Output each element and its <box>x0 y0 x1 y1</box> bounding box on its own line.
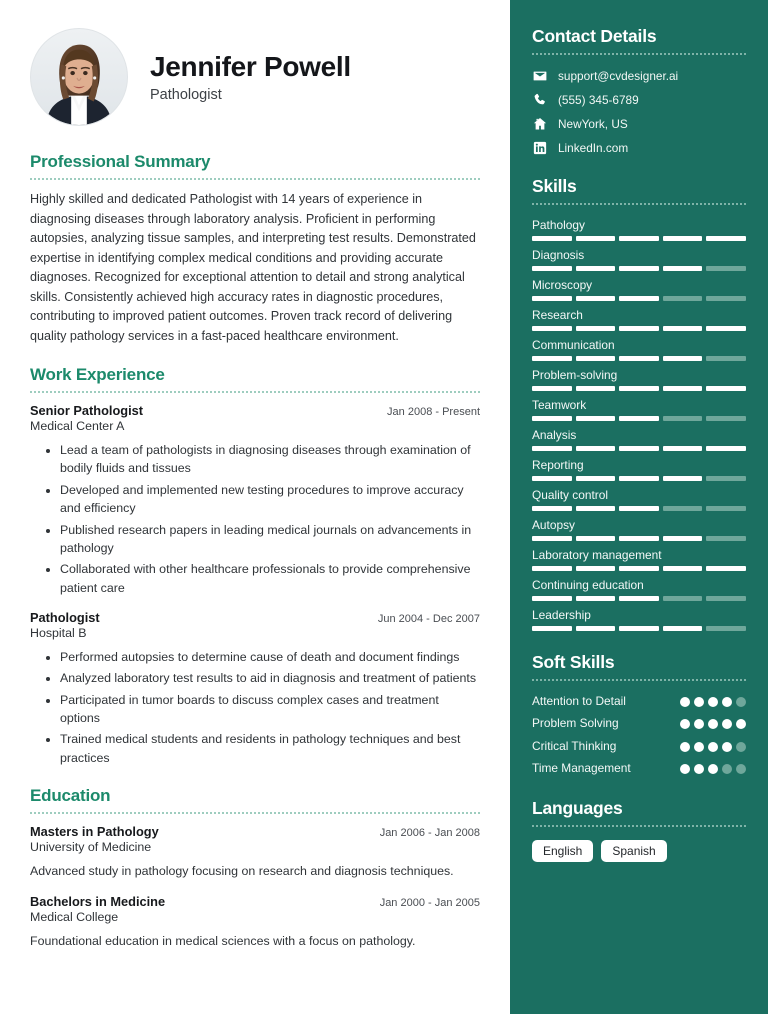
skill-level-segment <box>619 356 659 361</box>
skill-level-segment <box>706 476 746 481</box>
work-date-range: Jun 2004 - Dec 2007 <box>377 613 480 625</box>
section-divider <box>532 203 746 205</box>
work-bullet-list <box>30 648 480 767</box>
skill-level-segment <box>619 596 659 601</box>
skill-name: Pathology <box>532 218 585 232</box>
work-entry <box>30 403 480 597</box>
skill-level-segment <box>532 326 572 331</box>
skill-level-segment <box>663 386 703 391</box>
work-date-range: Jan 2008 - Present <box>387 406 480 419</box>
soft-skill-row <box>532 761 746 776</box>
skill-level-segment <box>706 416 746 421</box>
rating-dot <box>736 764 746 774</box>
education-degree: Masters in Pathology <box>30 824 159 840</box>
section-divider <box>30 391 480 393</box>
name-block <box>150 51 351 103</box>
skill-level-segment <box>576 446 616 451</box>
skill-level-segment <box>706 566 746 571</box>
list-item: • Analyzed laboratory test results to aid in diagnosis and treatment of patients <box>60 669 480 687</box>
rating-dot <box>694 742 704 752</box>
skill-row <box>532 308 746 331</box>
skill-level-segment <box>576 506 616 511</box>
section-skills <box>532 176 746 631</box>
rating-dot <box>694 719 704 729</box>
skill-level-segment <box>706 536 746 541</box>
soft-skill-row <box>532 716 746 731</box>
section-heading: Contact Details <box>532 26 657 46</box>
rating-dot <box>736 742 746 752</box>
contact-item[interactable] <box>532 92 746 107</box>
skill-level-bar <box>532 386 746 391</box>
list-item: • Trained medical students and residents in pathology techniques and best practices <box>60 730 480 767</box>
rating-dot <box>694 764 704 774</box>
soft-skill-row <box>532 694 746 709</box>
list-item: • Performed autopsies to determine cause of death and document findings <box>60 648 480 666</box>
contact-list <box>532 68 746 155</box>
work-organization: Hospital B <box>30 626 87 640</box>
section-education <box>30 786 480 950</box>
soft-skill-name: Problem Solving <box>532 716 619 731</box>
skill-level-segment <box>576 596 616 601</box>
rating-dot <box>736 697 746 707</box>
skill-level-segment <box>576 386 616 391</box>
skill-level-segment <box>619 626 659 631</box>
education-school: Medical College <box>30 909 119 924</box>
skill-name: Quality control <box>532 488 609 502</box>
skill-level-segment <box>532 626 572 631</box>
skill-name: Communication <box>532 338 615 352</box>
skill-level-segment <box>532 536 572 541</box>
skill-level-segment <box>532 266 572 271</box>
rating-dot <box>722 742 732 752</box>
skill-level-segment <box>663 236 703 241</box>
skill-row <box>532 488 746 511</box>
skill-level-bar <box>532 416 746 421</box>
skill-level-segment <box>576 626 616 631</box>
skill-row <box>532 428 746 451</box>
education-degree: Bachelors in Medicine <box>30 893 166 909</box>
list-item: • Published research papers in leading medical journals on advancements in pathology <box>60 521 480 558</box>
skill-level-segment <box>619 386 659 391</box>
skill-level-segment <box>532 386 572 391</box>
skill-level-segment <box>663 326 703 331</box>
work-role: Pathologist <box>30 610 100 625</box>
skill-level-segment <box>576 236 616 241</box>
skill-level-segment <box>706 266 746 271</box>
skill-level-segment <box>532 416 572 421</box>
skill-name: Problem-solving <box>532 368 618 382</box>
contact-value: support@cvdesigner.ai <box>558 68 679 83</box>
skill-level-bar <box>532 236 746 241</box>
soft-skill-rating <box>680 719 746 729</box>
soft-skill-name: Attention to Detail <box>532 694 626 708</box>
skill-level-segment <box>706 626 746 631</box>
skill-level-segment <box>706 386 746 391</box>
contact-value: NewYork, US <box>558 116 628 131</box>
skill-level-segment <box>706 236 746 241</box>
linkedin-icon <box>532 140 547 155</box>
contact-item[interactable] <box>532 140 746 155</box>
rating-dot <box>680 697 690 707</box>
work-role: Senior Pathologist <box>30 403 144 419</box>
resume-header <box>30 28 480 126</box>
skill-level-segment <box>532 566 572 571</box>
section-work-experience <box>30 365 480 767</box>
skill-level-segment <box>663 416 703 421</box>
skill-level-segment <box>706 596 746 601</box>
soft-skill-name: Critical Thinking <box>532 738 617 753</box>
skill-level-segment <box>706 446 746 451</box>
section-languages <box>532 798 746 862</box>
section-contact-details <box>532 26 746 155</box>
list-item: • Collaborated with other healthcare professionals to provide comprehensive patient care <box>60 560 480 597</box>
list-item: • Developed and implemented new testing procedures to improve accuracy and efficiency <box>60 481 480 518</box>
section-heading: Professional Summary <box>30 152 211 171</box>
skill-row <box>532 548 746 571</box>
skill-level-segment <box>663 536 703 541</box>
education-date-range: Jan 2006 - Jan 2008 <box>379 827 480 840</box>
phone-icon <box>532 92 547 107</box>
skill-level-segment <box>619 566 659 571</box>
skill-level-segment <box>619 446 659 451</box>
rating-dot <box>722 719 732 729</box>
list-item: • Participated in tumor boards to discuss complex cases and treatment options <box>60 691 480 728</box>
education-description: Foundational education in medical sciences with a focus on pathology. <box>30 933 416 948</box>
skill-row <box>532 398 746 421</box>
education-entry <box>30 824 480 881</box>
skill-level-segment <box>619 536 659 541</box>
skill-name: Continuing education <box>532 578 644 592</box>
skill-level-segment <box>532 446 572 451</box>
skill-level-bar <box>532 536 746 541</box>
education-school: University of Medicine <box>30 840 152 855</box>
skill-level-bar <box>532 326 746 331</box>
skill-level-bar <box>532 566 746 571</box>
skill-level-segment <box>663 596 703 601</box>
skill-level-segment <box>663 506 703 511</box>
language-chip: English <box>532 840 593 862</box>
soft-skills-list <box>532 694 746 777</box>
skill-level-segment <box>619 416 659 421</box>
sidebar <box>510 0 768 1014</box>
skill-level-bar <box>532 506 746 511</box>
education-entry <box>30 894 480 951</box>
section-divider <box>532 53 746 55</box>
work-bullet-list <box>30 441 480 597</box>
skill-row <box>532 368 746 391</box>
skill-level-segment <box>532 296 572 301</box>
work-entry <box>30 610 480 767</box>
section-divider <box>30 178 480 180</box>
section-heading: Soft Skills <box>532 652 615 672</box>
contact-item[interactable] <box>532 68 746 83</box>
skill-level-segment <box>619 236 659 241</box>
skill-level-segment <box>619 266 659 271</box>
skill-name: Analysis <box>532 428 577 442</box>
skill-level-bar <box>532 596 746 601</box>
soft-skill-rating <box>680 697 746 707</box>
education-entry-list <box>30 824 480 950</box>
skill-level-bar <box>532 446 746 451</box>
skill-name: Teamwork <box>532 398 587 412</box>
skill-level-segment <box>663 446 703 451</box>
skill-level-bar <box>532 266 746 271</box>
language-chip: Spanish <box>601 840 666 862</box>
section-divider <box>532 825 746 827</box>
contact-value: LinkedIn.com <box>558 140 629 155</box>
skill-level-segment <box>576 296 616 301</box>
rating-dot <box>708 697 718 707</box>
skill-name: Laboratory management <box>532 548 662 562</box>
profile-photo-icon <box>31 29 127 125</box>
rating-dot <box>722 764 732 774</box>
skill-level-segment <box>663 296 703 301</box>
skill-name: Leadership <box>532 608 591 622</box>
education-entry-header <box>30 824 480 839</box>
rating-dot <box>708 742 718 752</box>
section-professional-summary <box>30 152 480 346</box>
skill-level-bar <box>532 476 746 481</box>
page-title: Jennifer Powell <box>150 50 351 82</box>
section-heading: Work Experience <box>30 365 165 385</box>
skill-name: Diagnosis <box>532 248 585 262</box>
rating-dot <box>694 697 704 707</box>
skill-level-segment <box>706 356 746 361</box>
skill-level-segment <box>663 566 703 571</box>
skill-level-segment <box>576 566 616 571</box>
skills-list <box>532 218 746 631</box>
skill-level-segment <box>663 626 703 631</box>
section-divider <box>532 679 746 681</box>
skill-row <box>532 458 746 481</box>
soft-skill-row <box>532 739 746 754</box>
soft-skill-rating <box>680 742 746 752</box>
skill-level-segment <box>663 266 703 271</box>
skill-level-segment <box>619 326 659 331</box>
skill-level-segment <box>663 356 703 361</box>
home-icon <box>532 116 547 131</box>
skill-row <box>532 338 746 361</box>
skill-name: Autopsy <box>532 518 575 532</box>
job-title: Pathologist <box>150 87 222 104</box>
rating-dot <box>708 764 718 774</box>
skill-level-segment <box>532 596 572 601</box>
skill-name: Reporting <box>532 458 584 472</box>
rating-dot <box>722 697 732 707</box>
skill-level-segment <box>706 326 746 331</box>
list-item: • Lead a team of pathologists in diagnosing diseases through examination of bodily fluids and tissues <box>60 441 480 478</box>
work-organization: Medical Center A <box>30 419 125 434</box>
section-heading: Education <box>30 786 111 806</box>
avatar <box>30 28 128 126</box>
rating-dot <box>708 719 718 729</box>
email-icon <box>532 68 547 83</box>
contact-item[interactable] <box>532 116 746 131</box>
skill-level-segment <box>576 416 616 421</box>
skill-level-segment <box>663 476 703 481</box>
skill-level-segment <box>576 356 616 361</box>
rating-dot <box>736 719 746 729</box>
skill-level-segment <box>576 326 616 331</box>
skill-level-bar <box>532 356 746 361</box>
skill-row <box>532 608 746 631</box>
education-date-range: Jan 2000 - Jan 2005 <box>379 896 480 909</box>
skill-level-segment <box>576 536 616 541</box>
skill-row <box>532 278 746 301</box>
skill-row <box>532 248 746 271</box>
skill-name: Research <box>532 308 583 322</box>
skill-name: Microscopy <box>532 278 593 292</box>
skill-level-segment <box>576 476 616 481</box>
skill-row <box>532 578 746 601</box>
skill-row <box>532 518 746 541</box>
skill-level-segment <box>532 356 572 361</box>
skill-level-segment <box>706 296 746 301</box>
work-entry-header <box>30 610 480 625</box>
soft-skill-name: Time Management <box>532 761 631 776</box>
skill-level-segment <box>619 476 659 481</box>
soft-skill-rating <box>680 764 746 774</box>
skill-level-segment <box>706 506 746 511</box>
skill-level-segment <box>532 506 572 511</box>
education-entry-header <box>30 894 480 909</box>
summary-text: Highly skilled and dedicated Pathologist with 14 years of experience in diagnosing diseases through laboratory analysis. Proficient in performing autopsies, analyzing tissue samples, and interpreting test results. Demonstrated expertise in identifying complex medical conditions and providing accurate diagnoses. Recognized for exceptional attention to detail and strong analytical skills. Consistently achieved high accuracy rates in diagnostic procedures, contributing to improved patient outcomes. Proven track record of delivering quality pathology services in a fast-paced healthcare environment. <box>30 192 476 343</box>
language-list <box>532 840 746 862</box>
skill-level-bar <box>532 296 746 301</box>
work-entry-list <box>30 403 480 767</box>
section-soft-skills <box>532 652 746 777</box>
section-heading: Skills <box>532 176 577 196</box>
rating-dot <box>680 764 690 774</box>
skill-level-segment <box>619 506 659 511</box>
skill-row <box>532 218 746 241</box>
rating-dot <box>680 742 690 752</box>
rating-dot <box>680 719 690 729</box>
contact-value: (555) 345-6789 <box>558 92 639 107</box>
section-divider <box>30 812 480 814</box>
skill-level-segment <box>532 476 572 481</box>
skill-level-segment <box>576 266 616 271</box>
skill-level-bar <box>532 626 746 631</box>
education-description: Advanced study in pathology focusing on research and diagnosis techniques. <box>30 864 454 879</box>
section-heading: Languages <box>532 797 623 818</box>
work-entry-header <box>30 403 480 418</box>
skill-level-segment <box>532 236 572 241</box>
skill-level-segment <box>619 296 659 301</box>
